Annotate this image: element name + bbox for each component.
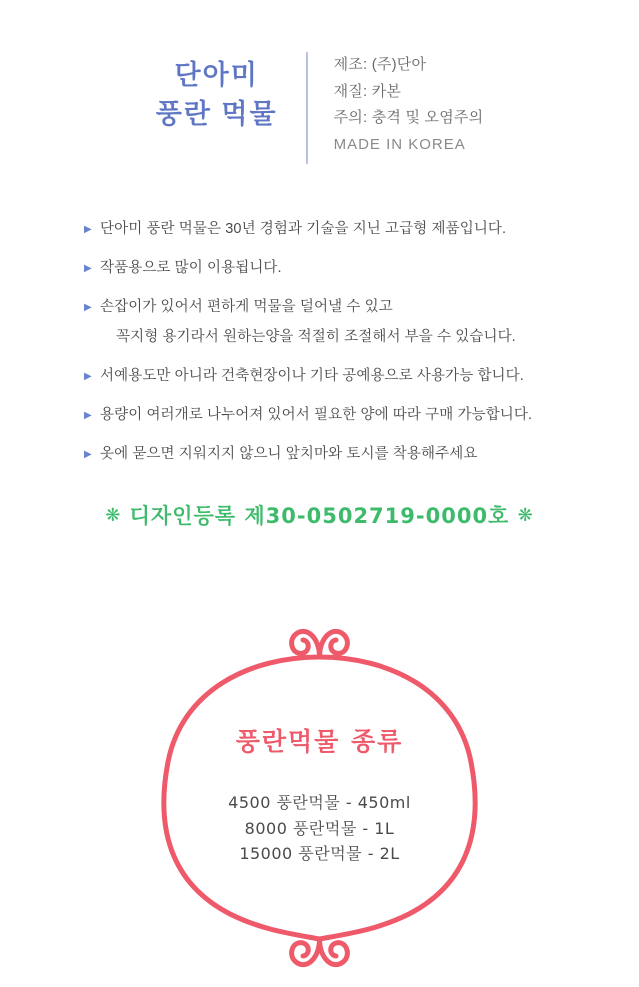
list-item — [84, 257, 604, 280]
triangle-bullet-icon: ▶ — [84, 448, 92, 460]
feature-text-3-group — [100, 296, 516, 349]
list-item — [84, 218, 604, 241]
triangle-bullet-icon: ▶ — [84, 302, 92, 313]
spec-manufacturer: 제조: (주)단아 — [333, 56, 427, 73]
feature-text-1: 단아미 풍란 먹물은 30년 경험과 기술을 지닌 고급형 제품입니다. — [100, 221, 507, 237]
feature-text-3-continuation: 꼭지형 용기라서 원하는양을 적절히 조절해서 부을 수 있습니다. — [116, 329, 516, 346]
product-variant-frame — [0, 612, 639, 987]
triangle-bullet-icon: ▶ — [84, 370, 92, 382]
variant-item-2: 8000 풍란먹물 - 1L — [244, 818, 395, 838]
variant-frame-title: 풍란먹물 종류 — [235, 727, 404, 756]
feature-text-5: 용량이 여러개로 나누어져 있어서 필요한 양에 따라 구매 가능합니다. — [100, 406, 533, 423]
product-header — [0, 50, 639, 164]
spec-caution: 주의: 충격 및 오염주의 — [333, 109, 484, 127]
triangle-bullet-icon: ▶ — [84, 263, 92, 274]
spec-material: 재질: 카본 — [333, 82, 402, 100]
variant-list — [0, 790, 639, 867]
list-item — [84, 404, 604, 427]
feature-list — [84, 218, 604, 482]
list-item — [84, 296, 604, 349]
feature-text-3: 손잡이가 있어서 편하게 먹물을 덜어낼 수 있고 — [100, 299, 393, 315]
feature-text-2: 작품용으로 많이 이용됩니다. — [100, 260, 282, 276]
feature-text-4: 서예용도만 아니라 건축현장이나 기타 공예용으로 사용가능 합니다. — [100, 367, 524, 384]
spec-origin: MADE IN KOREA — [333, 136, 466, 154]
brand-title-line-1: 단아미 — [174, 60, 259, 90]
spec-list — [308, 50, 484, 159]
list-item — [84, 443, 604, 466]
design-registration-text: 디자인등록 제30-0502719-0000호 — [129, 504, 510, 528]
list-item — [84, 365, 604, 388]
variant-item-1: 4500 풍란먹물 - 450ml — [228, 793, 411, 812]
sparkle-icon-left: ❋ — [105, 505, 122, 526]
variant-item-3: 15000 풍란먹물 - 2L — [239, 844, 400, 864]
brand-title-line-2: 풍란 먹물 — [155, 99, 278, 130]
sparkle-icon-right: ❋ — [517, 505, 534, 526]
brand-title-block — [156, 50, 306, 134]
design-registration-notice — [0, 500, 639, 530]
feature-text-6: 옷에 묻으면 지워지지 않으니 앞치마와 토시를 착용해주세요 — [100, 445, 478, 462]
triangle-bullet-icon: ▶ — [84, 224, 92, 235]
triangle-bullet-icon: ▶ — [84, 409, 92, 421]
